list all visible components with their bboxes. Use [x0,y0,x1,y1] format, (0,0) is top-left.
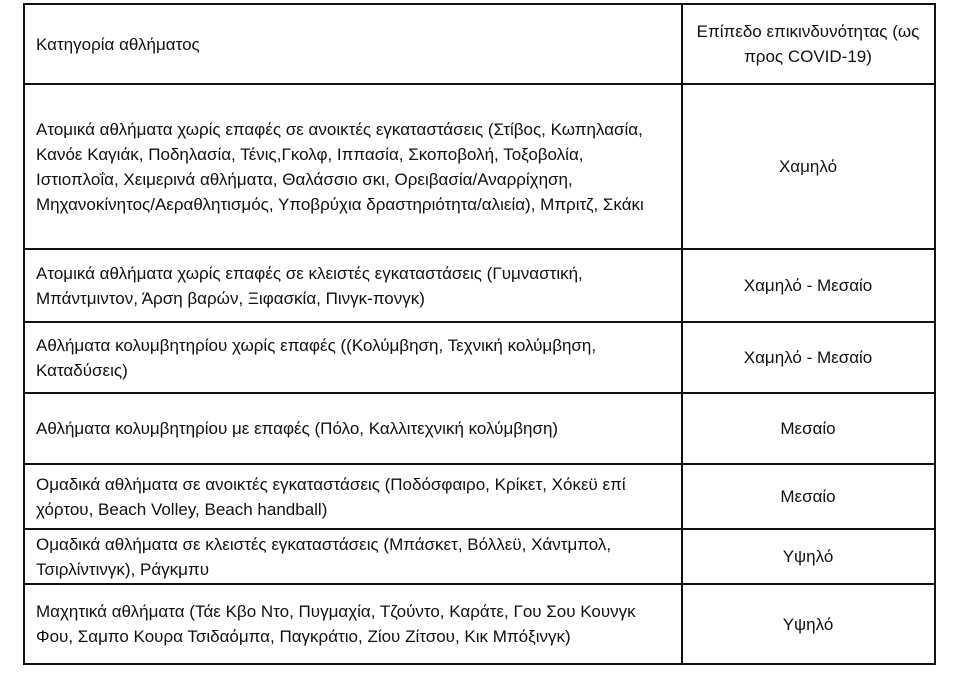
category-cell: Ομαδικά αθλήματα σε ανοικτές εγκαταστάσεις (Ποδόσφαιρο, Κρίκετ, Χόκεϋ επί χόρτου, Beach Volley, Beach handball) [24,464,682,529]
table-row [24,84,935,249]
header-row [24,4,935,84]
risk-cell: Μεσαίο [682,393,935,464]
risk-cell: Χαμηλό - Μεσαίο [682,322,935,393]
category-cell: Ομαδικά αθλήματα σε κλειστές εγκαταστάσεις (Μπάσκετ, Βόλλεϋ, Χάντμπολ, Τσιρλίντινγκ), Ράγκμπυ [24,529,682,584]
category-cell: Μαχητικά αθλήματα (Τάε Κβο Ντο, Πυγμαχία, Τζούντο, Καράτε, Γου Σου Κουνγκ Φου, Σαμπο Κουρα Τσιδαόμπα, Παγκράτιο, Ζίου Ζίτσου, Κικ Μπόξινγκ) [24,584,682,664]
table-row [24,322,935,393]
risk-cell: Χαμηλό - Μεσαίο [682,249,935,322]
risk-cell: Χαμηλό [682,84,935,249]
table-row [24,584,935,664]
category-cell: Ατομικά αθλήματα χωρίς επαφές σε ανοικτές εγκαταστάσεις (Στίβος, Κωπηλασία, Κανόε Καγιάκ, Ποδηλασία, Τένις,Γκολφ, Ιππασία, Σκοποβολή, Τοξοβολία, Ιστιοπλοΐα, Χειμερινά αθλήματα, Θαλάσσιο σκι, Ορειβασία/Αναρρίχηση, Μηχανοκίνητος/Αεραθλητισμός, Υποβρύχια δραστηριότητα/αλιεία), Μπριτζ, Σκάκι [24,84,682,249]
header-category: Κατηγορία αθλήματος [24,4,682,84]
risk-cell: Υψηλό [682,584,935,664]
category-cell: Ατομικά αθλήματα χωρίς επαφές σε κλειστές εγκαταστάσεις (Γυμναστική, Μπάντμιντον, Άρση βαρών, Ξιφασκία, Πινγκ-πονγκ) [24,249,682,322]
table-row [24,529,935,584]
table-row [24,249,935,322]
category-cell: Αθλήματα κολυμβητηρίου χωρίς επαφές ((Κολύμβηση, Τεχνική κολύμβηση, Καταδύσεις) [24,322,682,393]
table-row [24,393,935,464]
category-cell: Αθλήματα κολυμβητηρίου με επαφές (Πόλο, Καλλιτεχνική κολύμβηση) [24,393,682,464]
table-row [24,464,935,529]
header-risk-level: Επίπεδο επικινδυνότητας (ως προς COVID-19) [682,4,935,84]
risk-cell: Υψηλό [682,529,935,584]
risk-cell: Μεσαίο [682,464,935,529]
risk-table [23,3,936,665]
